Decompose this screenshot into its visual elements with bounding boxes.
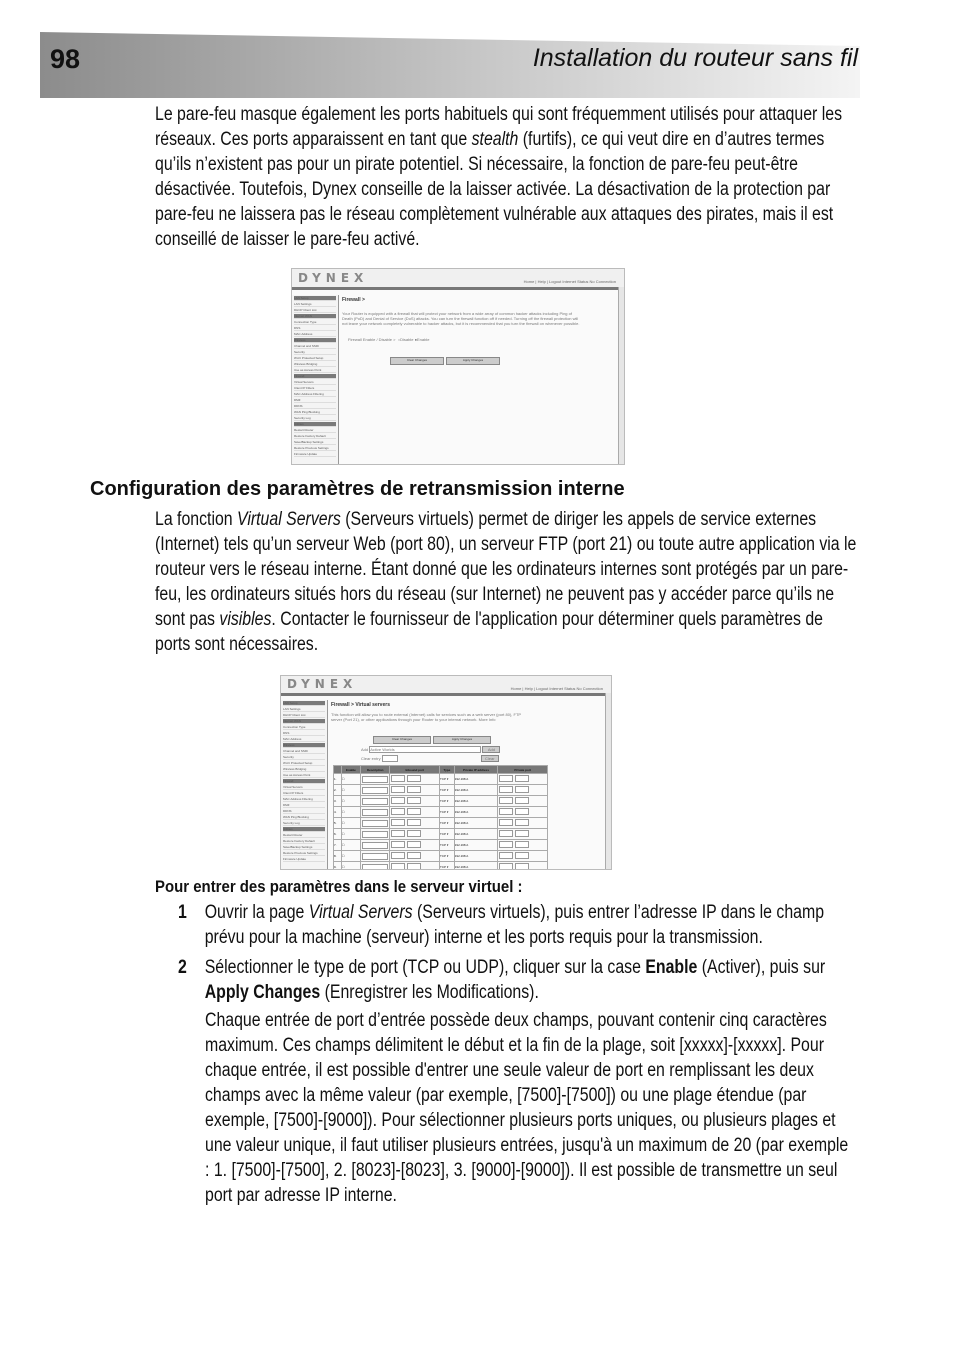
step-text: Sélectionner le type de port (TCP ou UDP), cliquer sur la case Enable (Activer), puis sur Apply Changes (Enregistrer les Modifications).	[204, 957, 826, 1003]
add-button[interactable]: Add	[482, 746, 500, 753]
inbound-port-fields[interactable]	[390, 840, 440, 851]
sidebar-item[interactable]: Save/Backup Settings	[294, 440, 336, 445]
sidebar-item: Utilities	[294, 422, 336, 427]
sidebar-item[interactable]: Connection Type	[283, 725, 325, 730]
virtual-servers-table	[333, 765, 548, 870]
private-port-fields[interactable]	[498, 785, 548, 796]
sidebar-item[interactable]: Channel and SSID	[283, 749, 325, 754]
sidebar-item[interactable]: WAN Ping Blocking	[283, 815, 325, 820]
description-field[interactable]	[361, 862, 390, 871]
sidebar-item[interactable]: Restore Previous Settings	[294, 446, 336, 451]
enable-checkbox[interactable]: ☐	[341, 785, 360, 796]
step-text: Ouvrir la page Virtual Servers (Serveurs virtuels), puis entrer l’adresse IP dans le champ prévu pour la machine (serveur) interne et les ports requis pour la transmission.	[204, 902, 825, 948]
private-ip-field[interactable]: 192.168.2.	[454, 829, 498, 840]
sidebar-item[interactable]: LAN Settings	[294, 302, 336, 307]
private-port-fields[interactable]	[498, 807, 548, 818]
step-number: 2	[178, 957, 187, 978]
sidebar-item[interactable]: Restore Factory Default	[283, 839, 325, 844]
sidebar-item[interactable]: Virtual Servers	[294, 380, 336, 385]
sidebar-item[interactable]: Restart Router	[294, 428, 336, 433]
virtual-servers-screenshot	[280, 675, 612, 870]
sidebar-item[interactable]: DMZ	[294, 398, 336, 403]
add-label: Add	[361, 747, 369, 752]
clear-changes-button[interactable]: Clear Changes	[390, 357, 444, 365]
table-row	[334, 807, 548, 818]
table-header-cell: Inbound port	[390, 766, 440, 774]
step-2	[178, 955, 854, 1005]
private-ip-field[interactable]: 192.168.2.	[454, 807, 498, 818]
row-number: 1.	[334, 774, 342, 785]
inbound-port-fields[interactable]	[390, 796, 440, 807]
router-header	[281, 676, 611, 696]
sidebar-item: Wireless	[294, 338, 336, 343]
scrollbar[interactable]	[605, 693, 611, 869]
sidebar-item: Firewall	[283, 779, 325, 784]
description-field[interactable]	[361, 840, 390, 851]
type-select[interactable]: TCP ▾	[440, 774, 455, 785]
running-title: Installation du routeur sans fil	[532, 44, 858, 72]
sidebar-item[interactable]: LAN Settings	[283, 707, 325, 712]
enable-checkbox[interactable]: ☐	[341, 862, 360, 871]
sidebar-item[interactable]: Firmware Update	[283, 857, 325, 862]
enable-checkbox[interactable]: ☐	[341, 774, 360, 785]
virtual-servers-paragraph: La fonction Virtual Servers (Serveurs virtuels) permet de diriger les appels de service externes (Internet) tels qu’un serveur Web (port 80), un serveur FTP (port 21) ou toute autre application via le routeur vers le réseau interne. Étant donné que les ordinateurs internes sont protégés par un pare-feu, les ordinateurs situés hors du réseau (sur Internet) ne peuvent pas y accéder parce qu’ils ne sont pas visibles. Contacter le fournisseur de l'application pour déterminer quels paramètres de ports sont nécessaires.	[155, 509, 857, 655]
sidebar-item[interactable]: Security	[283, 755, 325, 760]
row-number: 9.	[334, 862, 342, 871]
sidebar-item[interactable]: DHCP Client List	[283, 713, 325, 718]
inbound-port-fields[interactable]	[390, 785, 440, 796]
private-ip-field[interactable]: 192.168.2.	[454, 818, 498, 829]
sidebar-item[interactable]: MAC Address	[283, 737, 325, 742]
sidebar-item[interactable]: DDNS	[283, 809, 325, 814]
table-header-cell: Description	[361, 766, 390, 774]
sidebar-item[interactable]: Save/Backup Settings	[283, 845, 325, 850]
table-row	[334, 862, 548, 871]
private-port-fields[interactable]	[498, 851, 548, 862]
sidebar-item: Firewall	[294, 374, 336, 379]
sidebar-item[interactable]: Use as Access Point	[283, 773, 325, 778]
router-header	[292, 269, 624, 290]
dynex-logo: DYNEX	[298, 271, 369, 285]
sidebar-item[interactable]: Security	[294, 350, 336, 355]
private-port-fields[interactable]	[498, 862, 548, 871]
sidebar-item: Utilities	[283, 827, 325, 832]
page-number: 98	[50, 44, 81, 74]
table-header-cell: Type	[440, 766, 455, 774]
sidebar-item[interactable]: DHCP Client List	[294, 308, 336, 313]
router-sidebar	[292, 295, 339, 464]
section-heading: Configuration des paramètres de retransmission interne	[90, 478, 625, 500]
sidebar-item[interactable]: DNS	[294, 326, 336, 331]
description-field[interactable]	[361, 785, 390, 796]
table-row	[334, 829, 548, 840]
router-nav: Home | Help | Logout Internet Status No Connection	[523, 279, 616, 284]
sidebar-item[interactable]: Restore Previous Settings	[283, 851, 325, 856]
row-number: 3.	[334, 796, 342, 807]
firewall-page-title: Firewall >	[342, 297, 365, 303]
private-ip-field[interactable]: 192.168.2.	[454, 774, 498, 785]
description-field[interactable]	[361, 807, 390, 818]
add-row	[361, 746, 500, 753]
sidebar-item[interactable]: Restore Factory Default	[294, 434, 336, 439]
visibles-term: visibles	[219, 609, 272, 630]
sidebar-item[interactable]: WAN Ping Blocking	[294, 410, 336, 415]
scrollbar[interactable]	[618, 287, 624, 464]
enable-checkbox[interactable]: ☐	[341, 796, 360, 807]
apply-changes-button[interactable]: Apply Changes	[446, 357, 500, 365]
private-ip-field[interactable]: 192.168.2.	[454, 862, 498, 871]
firewall-description: Your Router is equipped with a firewall that will protect your network from a wide array of common hacker attacks including Ping of Death (PoD) and Denial of Service (DoS) attacks. You can turn the firewall function off if needed. Turning off the firewall protection will not leave your network completely vulnerable to hacker attacks, but it is recommended that you turn the firewall on whenever possible.	[342, 311, 580, 326]
description-field[interactable]	[361, 829, 390, 840]
private-port-fields[interactable]	[498, 774, 548, 785]
inbound-port-fields[interactable]	[390, 807, 440, 818]
inbound-port-fields[interactable]	[390, 774, 440, 785]
dynex-logo: DYNEX	[287, 677, 358, 691]
sidebar-item[interactable]: DNS	[283, 731, 325, 736]
router-nav: Home | Help | Logout Internet Status No Connection	[510, 686, 603, 691]
row-number: 7.	[334, 840, 342, 851]
table-row	[334, 818, 548, 829]
stealth-term: stealth	[471, 129, 519, 150]
table-row	[334, 774, 548, 785]
sidebar-item[interactable]: MAC Address	[294, 332, 336, 337]
step-1	[178, 900, 854, 950]
table-header-cell: Private port	[498, 766, 548, 774]
sidebar-item[interactable]: MAC Address Filtering	[294, 392, 336, 397]
radio-enable[interactable]: ●	[414, 337, 418, 342]
router-sidebar	[281, 700, 328, 869]
private-ip-field[interactable]: 192.168.2.	[454, 840, 498, 851]
table-header-cell	[334, 766, 342, 774]
enable-checkbox[interactable]: ☐	[341, 829, 360, 840]
type-select[interactable]: TCP ▾	[440, 862, 455, 871]
private-port-fields[interactable]	[498, 818, 548, 829]
port-range-note: Chaque entrée de port d’entrée possède deux champs, pouvant contenir cinq caractères maximum. Ces champs délimitent le début et la fin de la plage, soit [xxxxx]-[xxxxx]. Pour chaque entrée, il est possible d'entrer une seule valeur de port en remplissant les deux champs avec la même valeur (par exemple, [7500]-[7500]) ou une plage étendue (par exemple, [7500]-[9000]). Pour sélectionner plusieurs ports uniques, ou plusieurs plages et une valeur unique, il faut utiliser plusieurs entrées, jusqu'à un maximum de 20 (par exemple : 1. [7500]-[7500], 2. [8023]-[8023], 3. [9000]-[9000]). Il est possible de transmettre un seul port par adresse IP interne.	[205, 1010, 849, 1206]
private-port-fields[interactable]	[498, 840, 548, 851]
table-row	[334, 840, 548, 851]
private-ip-field[interactable]: 192.168.2.	[454, 851, 498, 862]
firewall-toggle-row	[348, 337, 429, 342]
virtual-servers-term: Virtual Servers	[237, 509, 341, 530]
row-number: 2.	[334, 785, 342, 796]
type-select[interactable]: TCP ▾	[440, 840, 455, 851]
type-select[interactable]: TCP ▾	[440, 829, 455, 840]
table-row	[334, 851, 548, 862]
firewall-screenshot	[291, 268, 625, 465]
apply-changes-button[interactable]: Apply Changes	[433, 736, 491, 744]
clear-changes-button[interactable]: Clear Changes	[373, 736, 431, 744]
private-port-fields[interactable]	[498, 829, 548, 840]
sidebar-item: LAN Setup	[294, 296, 336, 301]
sidebar-item[interactable]: Connection Type	[294, 320, 336, 325]
step-number: 1	[178, 902, 187, 923]
sidebar-item[interactable]: MAC Address Filtering	[283, 797, 325, 802]
sidebar-item[interactable]: DDNS	[294, 404, 336, 409]
sidebar-item[interactable]: Wireless Bridging	[294, 362, 336, 367]
sidebar-item[interactable]: Wi-Fi Protected Setup	[294, 356, 336, 361]
enable-checkbox[interactable]: ☐	[341, 807, 360, 818]
intro-paragraph: Le pare-feu masque également les ports habituels qui sont fréquemment utilisés pour attaquer les réseaux. Ces ports apparaissent en tant que stealth (furtifs), ce qui veut dire en d’autres termes qu’ils n’existent pas pour un pirate potentiel. Si nécessaire, la fonction de pare-feu peut-être désactivée. Toutefois, Dynex conseille de la laisser activée. La désactivation de la protection par pare-feu ne laissera pas le réseau complètement vulnérable aux attaques des pirates, mais il est conseillé de laisser le pare-feu activé.	[155, 104, 843, 250]
sidebar-item[interactable]: Wireless Bridging	[283, 767, 325, 772]
virtual-servers-page-title: Firewall > Virtual servers	[331, 702, 390, 708]
sidebar-item[interactable]: Client IP Filters	[294, 386, 336, 391]
table-row	[334, 785, 548, 796]
description-field[interactable]	[361, 774, 390, 785]
sidebar-item[interactable]: Wi-Fi Protected Setup	[283, 761, 325, 766]
enable-label: Enable	[417, 337, 430, 342]
inbound-port-fields[interactable]	[390, 851, 440, 862]
inbound-port-fields[interactable]	[390, 829, 440, 840]
radio-disable[interactable]: ○	[397, 337, 401, 342]
sidebar-item: Internet WAN	[294, 314, 336, 319]
sidebar-item[interactable]: Use as Access Point	[294, 368, 336, 373]
table-header-cell: Enable	[341, 766, 360, 774]
clear-entry-row	[361, 755, 499, 762]
sidebar-item[interactable]: Client IP Filters	[283, 791, 325, 796]
clear-entry-label: Clear entry	[361, 756, 381, 761]
description-field[interactable]	[361, 818, 390, 829]
sidebar-item: Internet WAN	[283, 719, 325, 724]
description-field[interactable]	[361, 796, 390, 807]
private-ip-field[interactable]: 192.168.2.	[454, 796, 498, 807]
firewall-enable-label: Firewall Enable / Disable >	[348, 337, 396, 342]
table-row	[334, 796, 548, 807]
enable-checkbox[interactable]: ☐	[341, 818, 360, 829]
sidebar-item[interactable]: Channel and SSID	[294, 344, 336, 349]
type-select[interactable]: TCP ▾	[440, 851, 455, 862]
enable-checkbox[interactable]: ☐	[341, 840, 360, 851]
type-select[interactable]: TCP ▾	[440, 807, 455, 818]
table-header-cell: Private IP address	[454, 766, 498, 774]
steps-subheading: Pour entrer des paramètres dans le serveur virtuel :	[155, 877, 523, 896]
add-select[interactable]: Active Worlds	[369, 746, 481, 753]
description-field[interactable]	[361, 851, 390, 862]
inbound-port-fields[interactable]	[390, 818, 440, 829]
enable-checkbox[interactable]: ☐	[341, 851, 360, 862]
type-select[interactable]: TCP ▾	[440, 796, 455, 807]
type-select[interactable]: TCP ▾	[440, 785, 455, 796]
clear-button[interactable]: Clear	[481, 755, 499, 762]
type-select[interactable]: TCP ▾	[440, 818, 455, 829]
sidebar-item[interactable]: DMZ	[283, 803, 325, 808]
private-ip-field[interactable]: 192.168.2.	[454, 785, 498, 796]
virtual-servers-description: This function will allow you to route external (Internet) calls for services such as a web server (port 80), FTP server (Port 21), or other applications through your Router to your internal network. More Info	[331, 712, 522, 722]
clear-entry-select[interactable]	[382, 755, 398, 762]
sidebar-item[interactable]: Security Log	[294, 416, 336, 421]
row-number: 4.	[334, 807, 342, 818]
sidebar-item: Wireless	[283, 743, 325, 748]
row-number: 8.	[334, 851, 342, 862]
sidebar-item[interactable]: Virtual Servers	[283, 785, 325, 790]
row-number: 6.	[334, 829, 342, 840]
disable-label: Disable	[400, 337, 414, 342]
inbound-port-fields[interactable]	[390, 862, 440, 871]
sidebar-item[interactable]: Firmware Update	[294, 452, 336, 457]
sidebar-item[interactable]: Restart Router	[283, 833, 325, 838]
sidebar-item[interactable]: Security Log	[283, 821, 325, 826]
sidebar-item: LAN Setup	[283, 701, 325, 706]
private-port-fields[interactable]	[498, 796, 548, 807]
row-number: 5.	[334, 818, 342, 829]
